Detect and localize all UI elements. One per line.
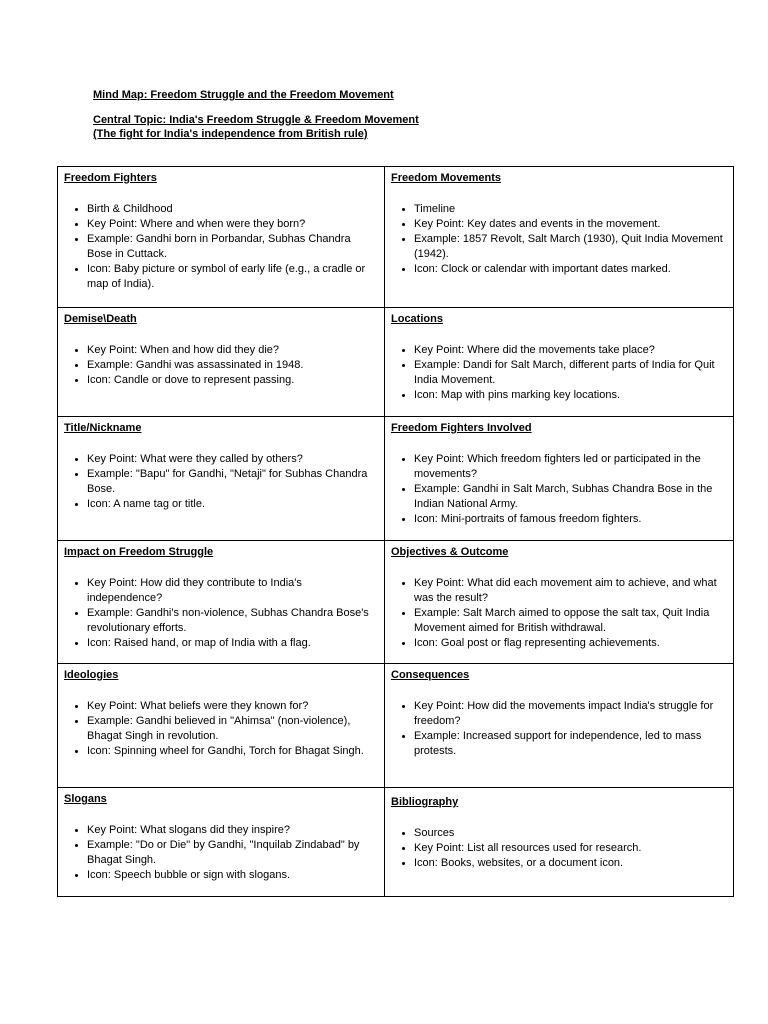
bullet-list	[64, 343, 378, 388]
table-cell	[58, 541, 385, 664]
list-item: • Key Point: What beliefs were they known for?	[87, 699, 378, 714]
bullet-list	[391, 452, 727, 527]
list-item: • Icon: Baby picture or symbol of early life (e.g., a cradle or map of India).	[87, 262, 378, 292]
table-row	[58, 308, 734, 417]
list-item: • Icon: Books, websites, or a document icon.	[414, 856, 727, 871]
list-item: • Example: "Bapu" for Gandhi, "Netaji" for Subhas Chandra Bose.	[87, 467, 378, 497]
table-cell	[385, 788, 734, 897]
list-item: • Example: Gandhi born in Porbandar, Subhas Chandra Bose in Cuttack.	[87, 232, 378, 262]
list-item: • Example: Gandhi was assassinated in 1948.	[87, 358, 378, 373]
list-item: • Key Point: When and how did they die?	[87, 343, 378, 358]
table-row	[58, 541, 734, 664]
list-item: • Example: Salt March aimed to oppose the salt tax, Quit India Movement aimed for British withdrawal.	[414, 606, 727, 636]
bullet-list	[391, 202, 727, 277]
list-item: • Icon: Mini-portraits of famous freedom fighters.	[414, 512, 727, 527]
table-cell	[58, 664, 385, 788]
list-item: • Icon: Map with pins marking key locations.	[414, 388, 727, 403]
bullet-list	[64, 823, 378, 883]
bullet-list	[391, 826, 727, 871]
central-topic-subtitle: (The fight for India's independence from British rule)	[93, 128, 368, 140]
table-cell	[58, 308, 385, 417]
list-item: • Example: Gandhi in Salt March, Subhas Chandra Bose in the Indian National Army.	[414, 482, 727, 512]
list-item: • Icon: Candle or dove to represent passing.	[87, 373, 378, 388]
table-cell	[58, 167, 385, 308]
cell-heading: Freedom Movements	[391, 172, 502, 184]
list-item: • Key Point: Where and when were they born?	[87, 217, 378, 232]
cell-heading: Freedom Fighters Involved	[391, 422, 532, 434]
list-item: • Example: 1857 Revolt, Salt March (1930), Quit India Movement (1942).	[414, 232, 727, 262]
list-item: • Key Point: Where did the movements take place?	[414, 343, 727, 358]
list-item: • Example: Increased support for independence, led to mass protests.	[414, 729, 727, 759]
list-item: • Icon: Goal post or flag representing achievements.	[414, 636, 727, 651]
table-row	[58, 788, 734, 897]
list-item: • Key Point: How did the movements impact India's struggle for freedom?	[414, 699, 727, 729]
table-cell	[385, 664, 734, 788]
table-row	[58, 664, 734, 788]
cell-heading: Locations	[391, 313, 443, 325]
bullet-list	[64, 452, 378, 512]
cell-heading: Impact on Freedom Struggle	[64, 546, 214, 558]
table-cell	[385, 308, 734, 417]
bullet-list	[64, 699, 378, 759]
document-header	[93, 88, 693, 141]
cell-heading: Bibliography	[391, 796, 459, 808]
central-topic: Central Topic: India's Freedom Struggle & Freedom Movement	[93, 114, 419, 126]
document-title: Mind Map: Freedom Struggle and the Freedom Movement	[93, 89, 394, 101]
cell-heading: Consequences	[391, 669, 470, 681]
list-item: • Key Point: What did each movement aim to achieve, and what was the result?	[414, 576, 727, 606]
list-item: • Key Point: What were they called by others?	[87, 452, 378, 467]
bullet-list	[391, 576, 727, 651]
list-item: • Key Point: List all resources used for research.	[414, 841, 727, 856]
list-item: • Icon: A name tag or title.	[87, 497, 378, 512]
list-item: • Example: "Do or Die" by Gandhi, "Inquilab Zindabad" by Bhagat Singh.	[87, 838, 378, 868]
cell-heading: Demise\Death	[64, 313, 137, 325]
mind-map-table	[57, 166, 734, 897]
list-item: • Icon: Raised hand, or map of India with a flag.	[87, 636, 378, 651]
list-item: • Icon: Speech bubble or sign with slogans.	[87, 868, 378, 883]
list-item: • Key Point: Which freedom fighters led or participated in the movements?	[414, 452, 727, 482]
cell-heading: Objectives & Outcome	[391, 546, 509, 558]
list-item: • Key Point: What slogans did they inspire?	[87, 823, 378, 838]
list-item: • Birth & Childhood	[87, 202, 378, 217]
list-item: • Icon: Spinning wheel for Gandhi, Torch for Bhagat Singh.	[87, 744, 378, 759]
table-cell	[58, 417, 385, 541]
table-cell	[385, 417, 734, 541]
cell-heading: Freedom Fighters	[64, 172, 157, 184]
list-item: • Icon: Clock or calendar with important dates marked.	[414, 262, 727, 277]
list-item: • Key Point: Key dates and events in the movement.	[414, 217, 727, 232]
cell-heading: Title/Nickname	[64, 422, 142, 434]
cell-heading: Slogans	[64, 793, 107, 805]
list-item: • Key Point: How did they contribute to India's independence?	[87, 576, 378, 606]
list-item: • Example: Dandi for Salt March, different parts of India for Quit India Movement.	[414, 358, 727, 388]
bullet-list	[391, 699, 727, 759]
list-item: • Example: Gandhi's non-violence, Subhas Chandra Bose's revolutionary efforts.	[87, 606, 378, 636]
table-row	[58, 167, 734, 308]
list-item: • Example: Gandhi believed in "Ahimsa" (non-violence), Bhagat Singh in revolution.	[87, 714, 378, 744]
list-item: • Timeline	[414, 202, 727, 217]
table-row	[58, 417, 734, 541]
bullet-list	[64, 576, 378, 651]
bullet-list	[391, 343, 727, 403]
table-cell	[385, 541, 734, 664]
list-item: • Sources	[414, 826, 727, 841]
cell-heading: Ideologies	[64, 669, 119, 681]
table-cell	[58, 788, 385, 897]
table-cell	[385, 167, 734, 308]
bullet-list	[64, 202, 378, 292]
